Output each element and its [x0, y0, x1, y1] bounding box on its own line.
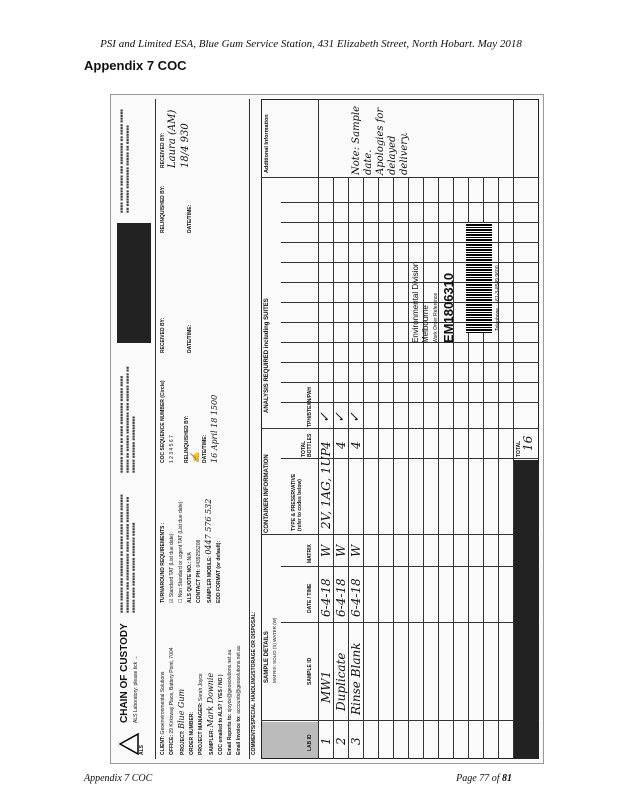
col-labid: LAB ID: [307, 734, 313, 751]
analysis-tick: ✓: [333, 412, 348, 423]
sample-matrix: W: [334, 544, 348, 557]
lab-phone: Telephone : +61-3-8549 9600: [495, 265, 501, 331]
lab-addresses-2: ■■■■■■ ■■■■ ■■ ■■■■ ■■■■■■■■ ■■■■■ ■■■■ ■■■■■ ■■ ■■■■■■ ■■■■■■■■ ■■■ ■■■■■■ ■■■■ ■■ ■■■■■ ■■■■■■ ■■■■■■■■■: [119, 366, 136, 473]
col-type: TYPE & PRESERVATIVE (refer to codes below): [291, 473, 303, 531]
analysis-tick: ✓: [348, 412, 363, 423]
sample-date: 6-4-18: [349, 578, 363, 617]
col-analysis: TPH/BTEXN/PAH: [307, 387, 313, 427]
sample-total: 4: [334, 441, 348, 449]
total-value: 16: [521, 435, 535, 451]
sample-id: Rinse Blank: [349, 642, 363, 715]
sample-id: Duplicate: [334, 652, 348, 711]
col-matrix: MATRIX: [307, 544, 313, 563]
als-logo: [119, 733, 139, 755]
lab-addresses: ■■■■ ■■■■■ ■■■ ■■■■■■■ ■■ ■■■■■ ■■■■ ■■■■ ■■■■■■ ■■■■■■■■ ■■■ ■■■■■■■■■■ ■■■■ ■■■■■■ ■■■■■■■ ■■ ■■■■■ ■■■■ ■■■■■ ■■■■■ ■■■■■■■ ■■■■■: [119, 494, 136, 613]
handwritten-note: Note: Sample date. Apologies for delayed delivery.: [351, 105, 410, 175]
container-info-heading: CONTAINER INFORMATION: [264, 454, 270, 533]
received-block: RECEIVED BY: DATE/TIME:: [160, 317, 193, 353]
lab-addresses-3: ■■■■ ■■■■■ ■■■■ ■■■ ■■■■■■■■ ■■ ■■■■ ■■■■■ ■■ ■■■■■■ ■■■■■■■■ ■■■■■ ■■ ■■■■■■■: [119, 109, 130, 213]
comments-label: COMMENTS/SPECIAL HANDLING/STORAGE OR DISPOSAL:: [251, 611, 257, 755]
coc-form: [111, 95, 543, 763]
footer-page: Page 77 of 81: [456, 773, 512, 784]
analysis-tick: ✓: [318, 412, 333, 423]
lab-id: 3: [349, 737, 363, 745]
page-title: Appendix 7 COC: [84, 58, 187, 73]
sample-date: 6-4-18: [334, 578, 348, 617]
matrix-note: MATRIX: SOLID (S) WATER (W): [272, 617, 277, 683]
als-logo-icon: [119, 733, 139, 755]
relinquished-2: RELINQUISHED BY: DATE/TIME:: [160, 185, 193, 233]
barcode: [466, 223, 492, 333]
col-sampleid: SAMPLE ID: [307, 657, 313, 685]
sample-type: 2V, 1AG, 1UP: [319, 448, 333, 529]
lab-id: 2: [334, 737, 348, 745]
additional-heading: Additional Information: [264, 114, 270, 173]
total-label: TOTAL: [516, 440, 522, 457]
footer-left: Appendix 7 COC: [84, 773, 153, 784]
coc-seq-block: COC SEQUENCE NUMBER (Circle) 1 2 3 4 5 6 7 RELINQUISHED BY: ✍ DATE/TIME: 16 April 18 1500: [160, 380, 219, 463]
lab-id: 1: [319, 737, 333, 745]
redacted-block: [117, 223, 151, 343]
lab-stamp: Environmental Division Melbourne Work Order Reference EM1806310: [411, 261, 456, 343]
page-header: PSI and Limited ESA, Blue Gum Service Station, 431 Elizabeth Street, North Hobart. May 2018: [100, 38, 522, 50]
col-total: TOTAL BOTTLES: [301, 433, 313, 457]
form-heading: CHAIN OF CUSTODY: [119, 623, 130, 723]
analysis-heading: ANALYSIS REQUIRED including SUITES: [264, 298, 270, 413]
sample-total: 4: [349, 441, 363, 449]
logo-text: ALS: [139, 745, 145, 755]
sample-details-heading: SAMPLE DETAILS: [264, 631, 270, 683]
col-datetime: DATE / TIME: [307, 583, 313, 613]
sample-matrix: W: [349, 544, 363, 557]
form-subheading: ALS Laboratory: please tick →: [133, 655, 139, 723]
sample-date: 6-4-18: [319, 578, 333, 617]
sample-id: MW1: [319, 670, 333, 703]
turnaround-block: TURNAROUND REQUIREMENTS : ☑ Standard TAT (List due date): ☐ Non Standard or urgent TAT (List due date): ALS QUOTE NO.: N/A CONTACT PH: 0439255208 SAMPLER MOBILE: 0447 576 532 EDD FORMAT (or default):: [160, 498, 222, 603]
client-block: CLIENT: Geoenvironmental Solutions OFFICE: 29 Kirksway Place, Battery Point, 7004 PROJECT: Blue Gum ORDER NUMBER: PROJECT MANAGER: Sarah Joyce SAMPLER: Mark Downie COC emailed to ALS? ( YES / NO ) Email Reports to: sjoyce@geosolutions.net.au Email Invoice to: accounts@geosolutions.net.au: [160, 645, 242, 755]
sample-total: 4: [319, 441, 333, 449]
received-final: RECEIVED BY: Laura (AM) 18/4 930: [160, 109, 191, 168]
sample-matrix: W: [319, 544, 333, 557]
coc-scan: [110, 94, 544, 764]
